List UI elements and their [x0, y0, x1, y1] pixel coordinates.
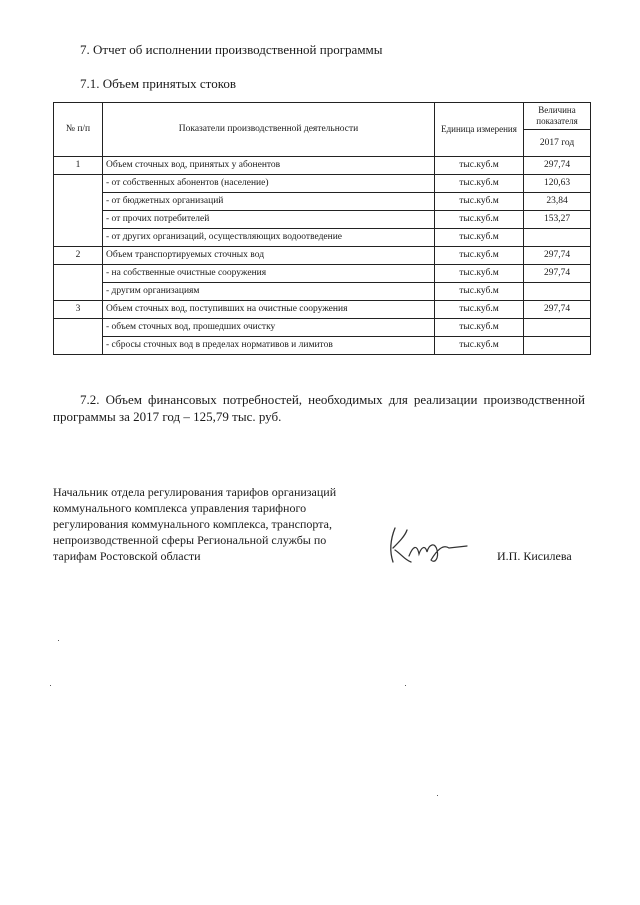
signer-name: И.П. Кисилева — [497, 549, 572, 563]
row-indicator: - от собственных абонентов (население) — [103, 175, 435, 193]
row-unit: тыс.куб.м — [435, 283, 524, 301]
row-unit: тыс.куб.м — [435, 175, 524, 193]
row-unit: тыс.куб.м — [435, 247, 524, 265]
row-unit: тыс.куб.м — [435, 337, 524, 355]
row-value: 153,27 — [524, 211, 591, 229]
row-indicator: - от бюджетных организаций — [103, 193, 435, 211]
position-line: коммунального комплекса управления тарифного — [53, 501, 307, 515]
table-row — [54, 229, 591, 247]
table-row — [54, 247, 591, 265]
row-value: 297,74 — [524, 265, 591, 283]
position-line: регулирования коммунального комплекса, транспорта, — [53, 517, 332, 531]
row-value — [524, 229, 591, 247]
row-indicator: - на собственные очистные сооружения — [103, 265, 435, 283]
scan-speck — [50, 685, 51, 686]
table-row — [54, 301, 591, 319]
row-num: 2 — [54, 247, 103, 265]
header-year: 2017 год — [524, 130, 591, 157]
row-num: 3 — [54, 301, 103, 319]
handwritten-signature-icon — [385, 520, 475, 570]
position-line: тарифам Ростовской области — [53, 549, 201, 563]
row-value — [524, 337, 591, 355]
row-unit: тыс.куб.м — [435, 229, 524, 247]
row-unit: тыс.куб.м — [435, 193, 524, 211]
row-indicator: - сбросы сточных вод в пределах нормативов и лимитов — [103, 337, 435, 355]
financial-needs-paragraph: 7.2. Объем финансовых потребностей, необходимых для реализации производственной программы за 2017 год – 125,79 тыс. руб. — [53, 392, 585, 424]
position-line: Начальник отдела регулирования тарифов организаций — [53, 485, 337, 499]
row-num — [54, 265, 103, 301]
row-unit: тыс.куб.м — [435, 157, 524, 175]
row-indicator: - объем сточных вод, прошедших очистку — [103, 319, 435, 337]
row-unit: тыс.куб.м — [435, 301, 524, 319]
section-title: 7. Отчет об исполнении производственной программы — [80, 42, 383, 57]
row-value — [524, 283, 591, 301]
row-indicator: Объем сточных вод, поступивших на очистные сооружения — [103, 301, 435, 319]
header-unit: Единица измерения — [435, 103, 524, 157]
row-value — [524, 319, 591, 337]
wastewater-table — [53, 102, 591, 355]
row-indicator: Объем транспортируемых сточных вод — [103, 247, 435, 265]
scan-speck — [58, 640, 59, 641]
signatory-position — [53, 484, 373, 564]
table-row — [54, 193, 591, 211]
row-num — [54, 319, 103, 355]
row-value: 297,74 — [524, 157, 591, 175]
row-indicator: - от других организаций, осуществляющих водоотведение — [103, 229, 435, 247]
table-row — [54, 175, 591, 193]
row-value: 297,74 — [524, 247, 591, 265]
scan-speck — [405, 685, 406, 686]
row-value: 120,63 — [524, 175, 591, 193]
row-value: 297,74 — [524, 301, 591, 319]
row-num — [54, 175, 103, 247]
row-indicator: - другим организациям — [103, 283, 435, 301]
row-unit: тыс.куб.м — [435, 265, 524, 283]
scan-speck — [437, 795, 438, 796]
table-row — [54, 337, 591, 355]
header-num: № п/п — [54, 103, 103, 157]
header-value: Величина показателя — [524, 103, 591, 130]
table-row — [54, 265, 591, 283]
header-indicator: Показатели производственной деятельности — [103, 103, 435, 157]
table-row — [54, 157, 591, 175]
row-unit: тыс.куб.м — [435, 211, 524, 229]
row-indicator: Объем сточных вод, принятых у абонентов — [103, 157, 435, 175]
table-row — [54, 283, 591, 301]
subsection-title: 7.1. Объем принятых стоков — [80, 76, 236, 91]
row-num: 1 — [54, 157, 103, 175]
row-value: 23,84 — [524, 193, 591, 211]
table-row — [54, 211, 591, 229]
table-row — [54, 319, 591, 337]
position-line: непроизводственной сферы Региональной службы по — [53, 533, 327, 547]
row-unit: тыс.куб.м — [435, 319, 524, 337]
row-indicator: - от прочих потребителей — [103, 211, 435, 229]
